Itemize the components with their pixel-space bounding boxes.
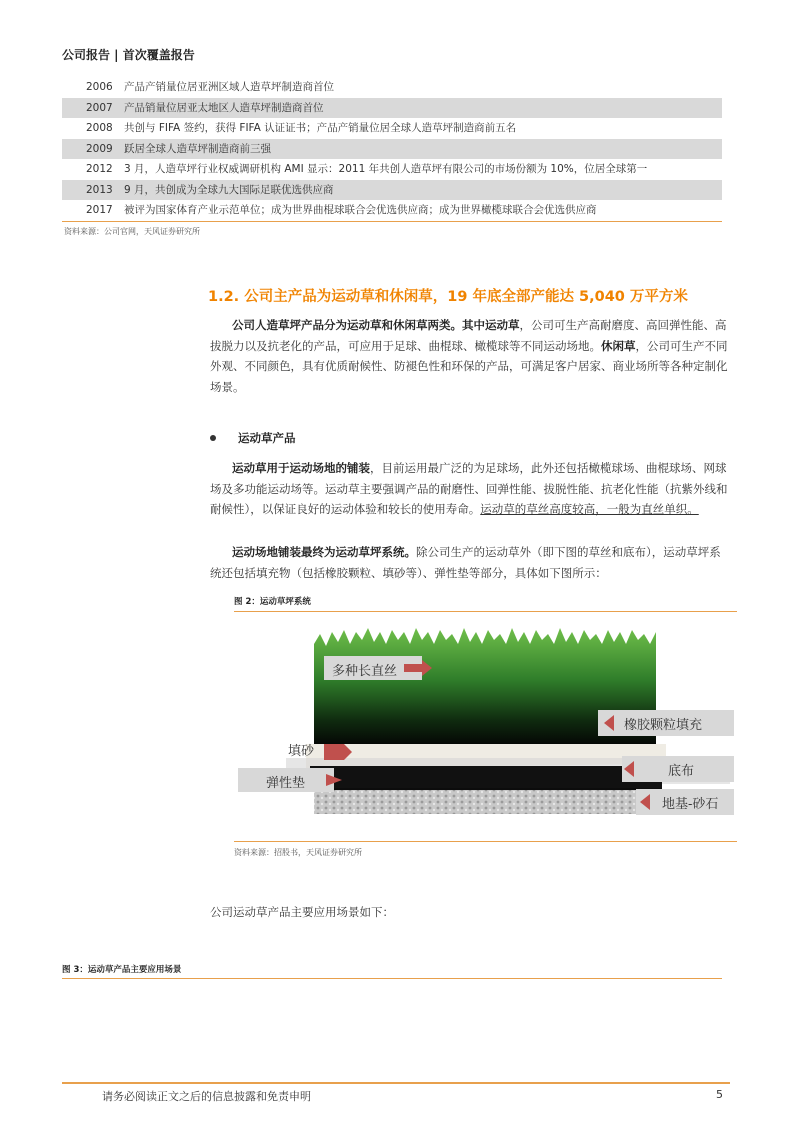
table-row: [62, 180, 722, 201]
event-cell: 9 月，共创成为全球九大国际足联优选供应商: [124, 183, 334, 196]
body-text: ，公司可生产高耐磨度、高回弹性能、高拔脱力以及抗老化的产品，可应用于足球、曲棍球、橄榄球等不同运动场地。: [210, 318, 727, 353]
year-cell: 2013: [86, 183, 113, 196]
footer-disclaimer: 请务必阅读正文之后的信息披露和免责申明: [102, 1090, 311, 1103]
figure-divider: [62, 978, 722, 979]
table-row: [62, 77, 722, 98]
rubber-fill-label: 橡胶颗粒填充: [624, 718, 703, 733]
gravel-base-label: 地基-砂石: [662, 797, 719, 812]
shock-pad-label: 弹性垫: [266, 776, 306, 791]
bullet-heading: 运动草产品: [238, 431, 296, 445]
table-row: [62, 200, 722, 221]
event-cell: 产品产销量位居亚洲区域人造草坪制造商首位: [124, 81, 334, 93]
year-cell: 2006: [86, 81, 113, 93]
turf-system-diagram: [236, 626, 734, 826]
table-source: 资料来源：公司官网，天风证券研究所: [64, 227, 200, 236]
sand-fill-label: 填砂: [288, 744, 315, 759]
table-row: [62, 139, 722, 160]
page-number: 5: [716, 1088, 723, 1101]
emphasis-text: 休闲草: [601, 338, 636, 353]
paragraph-sports-turf: [210, 458, 730, 520]
bullet-icon: [210, 435, 216, 441]
emphasis-text: 公司人造草坪产品分为运动草和休闲草两类。其中运动草: [232, 318, 520, 332]
emphasis-text: 运动草用于运动场地的铺装: [232, 461, 370, 475]
figure-divider: [234, 841, 737, 842]
body-text: 除公司生产的运动草外（即下图的草丝和底布），运动草坪系统还包括填充物（包括橡胶颗粒、填砂等）、弹性垫等部分，具体如下图所示：: [210, 545, 721, 580]
table-row: [62, 118, 722, 139]
event-cell: 被评为国家体育产业示范单位；成为世界曲棍球联合会优选供应商；成为世界橄榄球联合会优选供应商: [124, 204, 597, 216]
table-row: [62, 159, 722, 180]
event-cell: 共创与 FIFA 签约，获得 FIFA 认证证书；产品产销量位居全球人造草坪制造商前五名: [124, 122, 517, 134]
gravel-layer: [314, 790, 658, 814]
event-cell: 跃居全球人造草坪制造商前三强: [124, 142, 271, 155]
underlined-text: 运动草的草丝高度较高，一般为直丝单织。: [480, 502, 699, 516]
backing-label: 底布: [668, 764, 695, 779]
paragraph-product-overview: [210, 315, 730, 397]
figure-caption: 图 3：运动草产品主要应用场景: [62, 965, 182, 975]
body-text: 公司运动草产品主要应用场景如下：: [210, 905, 394, 919]
milestone-table: [62, 77, 722, 221]
footer-divider: [62, 1082, 730, 1084]
year-cell: 2008: [86, 122, 113, 134]
figure-source: 资料来源：招股书，天风证券研究所: [234, 848, 362, 857]
emphasis-text: 运动场地铺装最终为运动草坪系统。: [232, 545, 416, 559]
table-row: [62, 98, 722, 119]
year-cell: 2017: [86, 204, 113, 216]
year-cell: 2007: [86, 101, 113, 114]
year-cell: 2012: [86, 163, 113, 175]
event-cell: 产品销量位居亚太地区人造草坪制造商首位: [124, 101, 324, 114]
event-cell: 3 月，人造草坪行业权威调研机构 AMI 显示：2011 年共创人造草坪有限公司的市场份额为 10%，位居全球第一: [124, 163, 648, 175]
section-title: 1.2. 公司主产品为运动草和休闲草，19 年底全部产能达 5,040 万平方米: [208, 289, 688, 305]
figure-caption: 图 2：运动草坪系统: [234, 597, 311, 607]
figure-divider: [234, 611, 737, 612]
paragraph-turf-system: [210, 542, 730, 583]
fiber-label: 多种长直丝: [332, 664, 398, 679]
report-header: 公司报告 | 首次覆盖报告: [62, 48, 195, 62]
year-cell: 2009: [86, 142, 113, 155]
table-divider: [62, 221, 722, 222]
body-text: ，公司可生产不同外观、不同颜色，具有优质耐候性、防褪色性和环保的产品，可满足客户居家、商业场所等各种定制化场景。: [210, 338, 728, 394]
body-text: ，目前运用最广泛的为足球场，此外还包括橄榄球场、曲棍球场、网球场及多功能运动场等。运动草主要强调产品的耐磨性、回弹性能、拔脱性能、抗老化性能（抗紫外线和耐候性），以保证良好的运动体验和较长的使用寿命。: [210, 461, 728, 516]
